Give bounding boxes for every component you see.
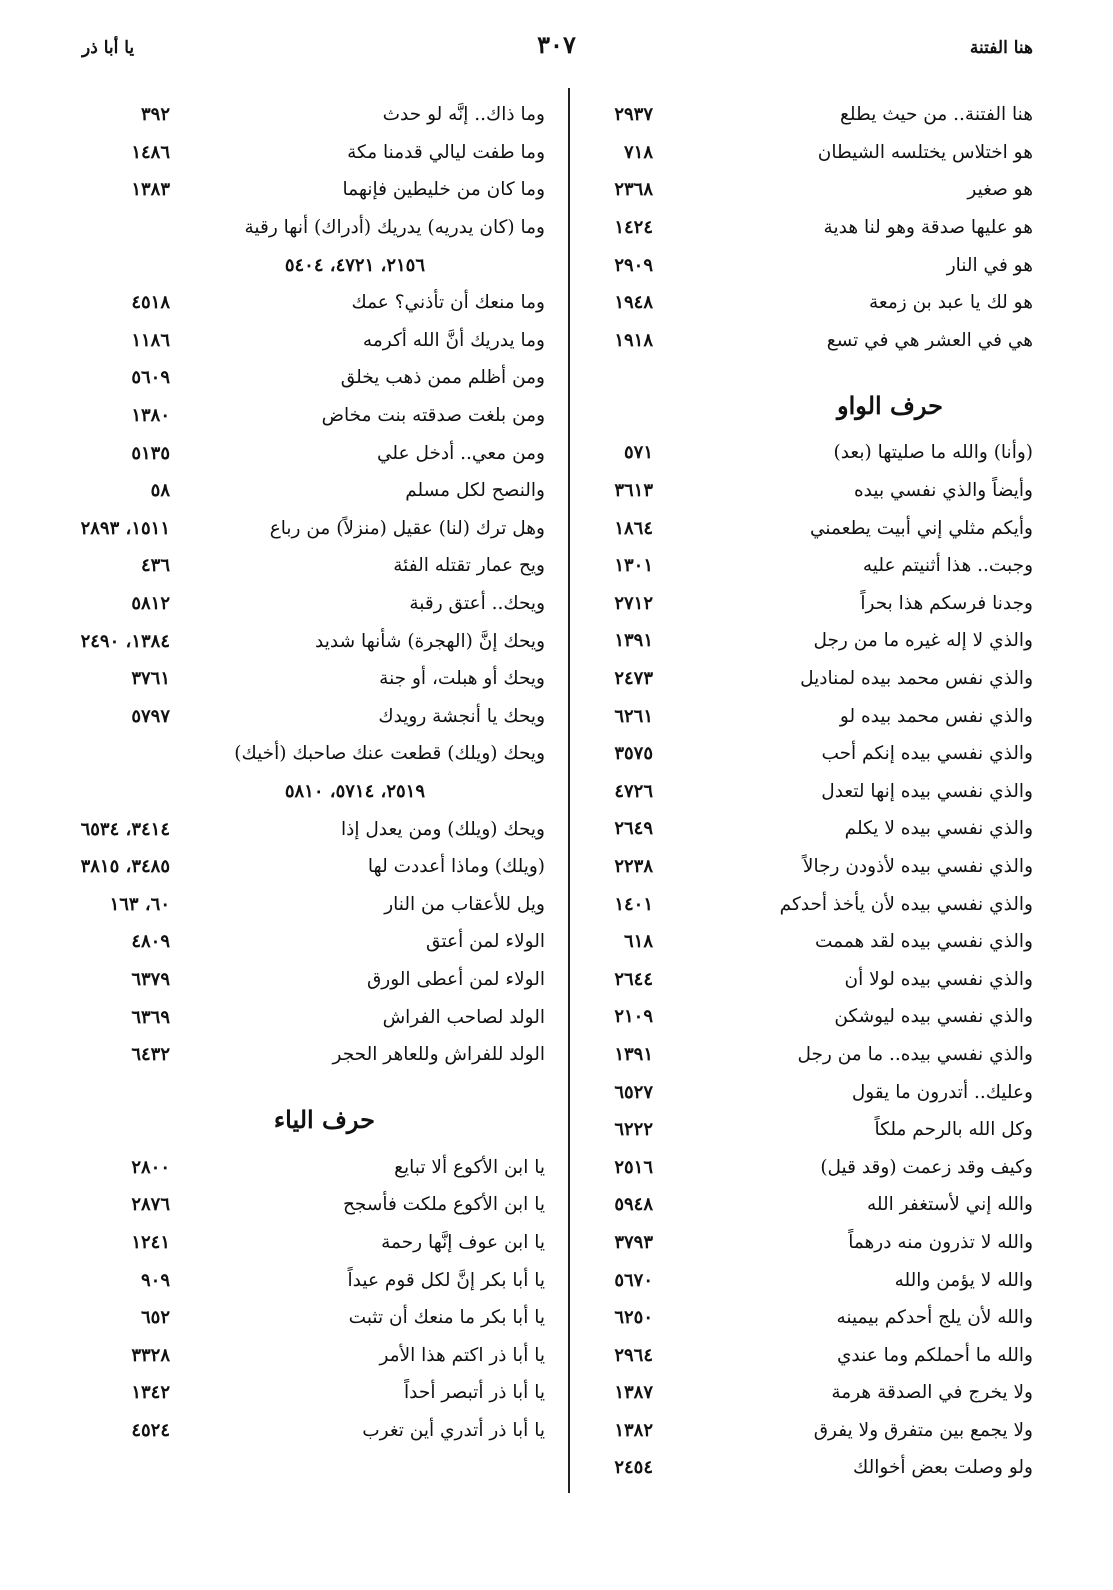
index-entry: [80, 585, 545, 623]
entry-text: والنصح لكل مسلم: [405, 480, 545, 502]
index-entry: [80, 735, 545, 773]
index-entry: [563, 171, 1033, 209]
entry-text: هو صغير: [967, 179, 1033, 201]
index-entry: [80, 1412, 545, 1450]
entry-text: وما منعك أن تأذني؟ عمك: [351, 292, 545, 314]
entry-text: هو اختلاس يختلسه الشيطان: [817, 141, 1033, 163]
index-entry: [80, 209, 545, 247]
index-entry: [563, 660, 1033, 698]
entry-text: ويحك (ويلك) ومن يعدل إذا: [340, 818, 545, 840]
entry-number: ٢٨٠٠: [131, 1156, 170, 1178]
entry-text: يا أبا ذر أتبصر أحداً: [404, 1382, 545, 1404]
entry-text: ويحك (ويلك) قطعت عنك صاحبك (أخيك): [234, 743, 545, 765]
entry-number: ١٩١٨: [614, 329, 653, 351]
entry-number: ٢٥١٩، ٥٧١٤، ٥٨١٠: [284, 780, 425, 802]
index-entry: [80, 510, 545, 548]
right-column: [563, 96, 1033, 1487]
index-entry: [80, 998, 545, 1036]
entry-text: وما كان من خليطين فإنهما: [342, 179, 545, 201]
index-entry: [80, 171, 545, 209]
entry-number: ٢١٠٩: [614, 1006, 653, 1028]
entry-text: والله ما أحملكم وما عندي: [836, 1344, 1033, 1366]
entry-number: ٢١٥٦، ٤٧٢١، ٥٤٠٤: [284, 254, 425, 276]
entry-number: ٢٥١٦: [614, 1156, 653, 1178]
section-gap: [563, 359, 1033, 377]
entry-number: ١٢٤١: [131, 1231, 170, 1253]
entry-text: يا ابن الأكوع ملكت فأسجح: [342, 1194, 545, 1216]
entry-number: ٥٦٧٠: [614, 1269, 653, 1291]
entry-number: ٦٢٦١: [614, 705, 653, 727]
index-entry: [563, 810, 1033, 848]
entry-number: ٤٣٦: [140, 555, 170, 577]
entry-text: وأيضاً والذي نفسي بيده: [853, 480, 1033, 502]
entry-number: ٦٢٥٠: [614, 1307, 653, 1329]
index-entry: [80, 1336, 545, 1374]
page-number: ٣٠٧: [537, 30, 576, 59]
index-entry: [80, 622, 545, 660]
index-entry: [80, 1186, 545, 1224]
index-entry: [80, 246, 545, 284]
entry-number: ١٣٠١: [614, 555, 653, 577]
entry-number: ٦٥٢٧: [614, 1081, 653, 1103]
entry-number: ٣٩٢: [140, 104, 170, 126]
entry-text: (وأنا) والله ما صليتها (بعد): [833, 442, 1033, 464]
entry-text: وهل ترك (لنا) عقيل (منزلاً) من رباع: [269, 517, 545, 539]
index-entry: [563, 848, 1033, 886]
index-entry: [563, 773, 1033, 811]
index-entry: [563, 284, 1033, 322]
index-entry: [563, 1299, 1033, 1337]
entry-text: ولو وصلت بعض أخوالك: [853, 1457, 1033, 1479]
index-entry: [563, 923, 1033, 961]
entry-number: ٢٤٥٤: [614, 1457, 653, 1479]
entry-number: ٦٥٢: [140, 1307, 170, 1329]
index-entry: [80, 284, 545, 322]
index-entry: [563, 547, 1033, 585]
entry-number: ٦٣٧٩: [131, 968, 170, 990]
entry-number: ١٣٨٣: [131, 179, 170, 201]
index-entry: [563, 96, 1033, 134]
entry-number: ٥٧٩٧: [131, 705, 170, 727]
index-entry: [80, 810, 545, 848]
entry-text: والذي نفسي بيده لأن يأخذ أحدكم: [779, 893, 1033, 915]
index-entry: [80, 547, 545, 585]
right-second-group: [563, 434, 1033, 1487]
entry-text: الولد للفراش وللعاهر الحجر: [332, 1044, 545, 1066]
entry-number: ٢٨٧٦: [131, 1194, 170, 1216]
entry-text: وعليك.. أتدرون ما يقول: [851, 1081, 1033, 1103]
entry-number: ٣٤١٤، ٦٥٣٤: [80, 818, 170, 840]
entry-number: ١٤٢٤: [614, 217, 653, 239]
entry-text: والذي نفسي بيده لا يكلم: [844, 818, 1033, 840]
entry-number: ١٣٨٠: [131, 405, 170, 427]
entry-number: ٣٧٦١: [131, 668, 170, 690]
entry-text: والذي نفسي بيده لولا أن: [844, 968, 1033, 990]
entry-number: ٣٦١٣: [614, 480, 653, 502]
entry-number: ٤٥١٨: [131, 292, 170, 314]
right-first-group: [563, 96, 1033, 359]
entry-text: ويحك.. أعتق رقبة: [409, 593, 545, 615]
entry-text: والله إني لأستغفر الله: [866, 1194, 1033, 1216]
entry-text: يا أبا بكر ما منعك أن تثبت: [348, 1307, 545, 1329]
entry-number: ٥١٣٥: [131, 442, 170, 464]
entry-number: ٩٠٩: [140, 1269, 170, 1291]
entry-number: ١١٨٦: [131, 329, 170, 351]
entry-number: ١٣٤٢: [131, 1382, 170, 1404]
entry-number: ١٩٤٨: [614, 292, 653, 314]
index-entry: [80, 322, 545, 360]
entry-text: هي في العشر هي في تسع: [826, 329, 1033, 351]
entry-text: يا ابن الأكوع ألا تبايع: [394, 1156, 545, 1178]
entry-text: ويل للأعقاب من النار: [384, 893, 545, 915]
section-gap: [80, 1073, 545, 1091]
entry-text: (ويلك) وماذا أعددت لها: [367, 856, 545, 878]
index-entry: [563, 1036, 1033, 1074]
entry-number: ٤٨٠٩: [131, 931, 170, 953]
index-entry: [80, 1224, 545, 1262]
index-entry: [563, 735, 1033, 773]
index-entry: [80, 434, 545, 472]
entry-number: ٦٠، ١٦٣: [109, 893, 170, 915]
entry-text: يا ابن عوف إنَّها رحمة: [381, 1231, 545, 1253]
index-entry: [563, 1374, 1033, 1412]
entry-number: ٦٢٢٢: [614, 1119, 653, 1141]
entry-number: ٢٧١٢: [614, 592, 653, 614]
entry-text: ويحك أو هبلت، أو جنة: [379, 668, 545, 690]
index-entry: [80, 1299, 545, 1337]
entry-number: ٤٧٢٦: [614, 780, 653, 802]
entry-number: ١٣٨٢: [614, 1419, 653, 1441]
entry-number: ٥٨١٢: [131, 593, 170, 615]
index-entry: [563, 1412, 1033, 1450]
entry-text: وكيف وقد زعمت (وقد قيل): [820, 1156, 1033, 1178]
index-entry: [80, 660, 545, 698]
entry-text: وجبت.. هذا أثنيتم عليه: [862, 555, 1033, 577]
entry-text: ويحك إنَّ (الهجرة) شأنها شديد: [315, 630, 545, 652]
entry-number: ٣٤٨٥، ٣٨١٥: [80, 856, 170, 878]
index-entry: [563, 1073, 1033, 1111]
entry-text: والذي لا إله غيره ما من رجل: [813, 630, 1033, 652]
index-entry: [80, 472, 545, 510]
entry-number: ٦٤٣٢: [131, 1044, 170, 1066]
index-entry: [563, 1224, 1033, 1262]
entry-number: ١٤٨٦: [131, 141, 170, 163]
index-entry: [80, 961, 545, 999]
entry-number: ٢٩٠٩: [614, 254, 653, 276]
entry-text: والذي نفسي بيده لقد هممت: [814, 931, 1033, 953]
index-entry: [563, 246, 1033, 284]
index-entry: [563, 322, 1033, 360]
index-entry: [563, 1336, 1033, 1374]
entry-number: ١٣٩١: [614, 1043, 653, 1065]
index-entry: [563, 1111, 1033, 1149]
index-entry: [563, 697, 1033, 735]
entry-text: هو لك يا عبد بن زمعة: [869, 292, 1033, 314]
index-entry: [80, 885, 545, 923]
entry-text: والذي نفسي بيده ليوشكن: [834, 1006, 1033, 1028]
entry-number: ١٨٦٤: [614, 517, 653, 539]
entry-number: ٦١٨: [623, 931, 653, 953]
entry-text: والذي نفسي بيده لأذودن رجالاً: [802, 855, 1033, 877]
entry-text: يا أبا ذر أتدري أين تغرب: [362, 1419, 545, 1441]
index-entry: [563, 885, 1033, 923]
left-column: [80, 96, 545, 1449]
entry-text: الولاء لمن أعتق: [426, 931, 545, 953]
entry-text: هو في النار: [946, 254, 1033, 276]
index-entry: [563, 1261, 1033, 1299]
entry-text: يا أبا ذر اكتم هذا الأمر: [379, 1344, 545, 1366]
index-entry: [80, 1374, 545, 1412]
entry-text: وجدنا فرسكم هذا بحراً: [860, 592, 1033, 614]
running-header-left: يا أبا ذر: [82, 38, 135, 58]
entry-text: وأيكم مثلي إني أبيت يطعمني: [809, 517, 1033, 539]
entry-text: والله لأن يلج أحدكم بيمينه: [836, 1307, 1033, 1329]
index-entry: [563, 209, 1033, 247]
entry-text: وما يدريك أنَّ الله أكرمه: [362, 329, 545, 351]
entry-number: ٢٦٤٤: [614, 968, 653, 990]
index-entry: [563, 472, 1033, 510]
entry-text: ومن معي.. أدخل علي: [377, 442, 545, 464]
entry-text: هو عليها صدقة وهو لنا هدية: [823, 217, 1033, 239]
entry-text: وكل الله بالرحم ملكاً: [874, 1119, 1033, 1141]
entry-number: ١٤٠١: [614, 893, 653, 915]
entry-number: ٦٣٦٩: [131, 1006, 170, 1028]
entry-text: والذي نفس محمد بيده لمناديل: [800, 668, 1033, 690]
entry-number: ٥٧١: [623, 442, 653, 464]
entry-text: الولد لصاحب الفراش: [382, 1006, 545, 1028]
entry-number: ٢٢٣٨: [614, 855, 653, 877]
index-entry: [563, 1148, 1033, 1186]
entry-text: والله لا يؤمن والله: [894, 1269, 1033, 1291]
entry-text: الولاء لمن أعطى الورق: [366, 968, 545, 990]
index-entry: [563, 509, 1033, 547]
index-entry: [563, 960, 1033, 998]
index-entry: [80, 1036, 545, 1074]
entry-number: ٢٦٤٩: [614, 818, 653, 840]
entry-number: ٣٣٢٨: [131, 1344, 170, 1366]
index-entry: [80, 848, 545, 886]
entry-text: والذي نفس محمد بيده لو: [839, 705, 1033, 727]
entry-text: والذي نفسي بيده إنها لتعدل: [821, 780, 1033, 802]
index-entry: [80, 96, 545, 134]
entry-number: ١٣٨٤، ٢٤٩٠: [80, 630, 170, 652]
entry-number: ٢٩٦٤: [614, 1344, 653, 1366]
entry-number: ٥٦٠٩: [131, 367, 170, 389]
entry-number: ٥٨: [150, 480, 170, 502]
entry-text: ويحك يا أنجشة رويدك: [378, 705, 545, 727]
index-entry: [563, 434, 1033, 472]
index-entry: [80, 1148, 545, 1186]
section-heading-waw: حرف الواو: [837, 391, 943, 421]
index-entry: [563, 998, 1033, 1036]
index-entry: [80, 923, 545, 961]
entry-number: ٥٩٤٨: [614, 1194, 653, 1216]
left-second-group: [80, 1148, 545, 1449]
entry-number: ٢٤٧٣: [614, 668, 653, 690]
entry-text: ولا يخرج في الصدقة هرمة: [831, 1382, 1033, 1404]
entry-text: ومن أظلم ممن ذهب يخلق: [340, 367, 545, 389]
entry-text: والذي نفسي بيده إنكم أحب: [821, 743, 1033, 765]
entry-number: ٣٥٧٥: [614, 743, 653, 765]
index-entry: [563, 1186, 1033, 1224]
entry-number: ٤٥٢٤: [131, 1419, 170, 1441]
entry-number: ١٥١١، ٢٨٩٣: [80, 517, 170, 539]
entry-text: ويح عمار تقتله الفئة: [393, 555, 545, 577]
index-entry: [563, 1449, 1033, 1487]
index-entry: [563, 622, 1033, 660]
entry-number: ١٣٨٧: [614, 1382, 653, 1404]
index-entry: [80, 134, 545, 172]
index-entry: [80, 773, 545, 811]
section-heading-ya: حرف الياء: [273, 1105, 375, 1135]
entry-text: والله لا تذرون منه درهماً: [848, 1231, 1033, 1253]
entry-text: والذي نفسي بيده.. ما من رجل: [797, 1043, 1033, 1065]
entry-text: يا أبا بكر إنَّ لكل قوم عيداً: [347, 1269, 545, 1291]
left-first-group: [80, 96, 545, 1073]
entry-text: ولا يجمع بين متفرق ولا يفرق: [813, 1419, 1033, 1441]
index-entry: [80, 1261, 545, 1299]
index-entry: [563, 134, 1033, 172]
entry-text: هنا الفتنة.. من حيث يطلع: [840, 104, 1033, 126]
running-header-right: هنا الفتنة: [969, 38, 1033, 58]
entry-text: وما طفت ليالي قدمنا مكة: [347, 141, 545, 163]
entry-number: ٧١٨: [623, 141, 653, 163]
entry-number: ٢٩٣٧: [614, 104, 653, 126]
index-entry: [80, 397, 545, 435]
entry-text: ومن بلغت صدقته بنت مخاض: [321, 405, 545, 427]
index-entry: [80, 359, 545, 397]
entry-number: ٣٧٩٣: [614, 1231, 653, 1253]
entry-text: وما (كان يدريه) يدريك (أدراك) أنها رقية: [244, 217, 545, 239]
entry-number: ١٣٩١: [614, 630, 653, 652]
entry-text: وما ذاك.. إنَّه لو حدث: [382, 104, 545, 126]
entry-number: ٢٣٦٨: [614, 179, 653, 201]
index-entry: [80, 698, 545, 736]
index-entry: [563, 585, 1033, 623]
